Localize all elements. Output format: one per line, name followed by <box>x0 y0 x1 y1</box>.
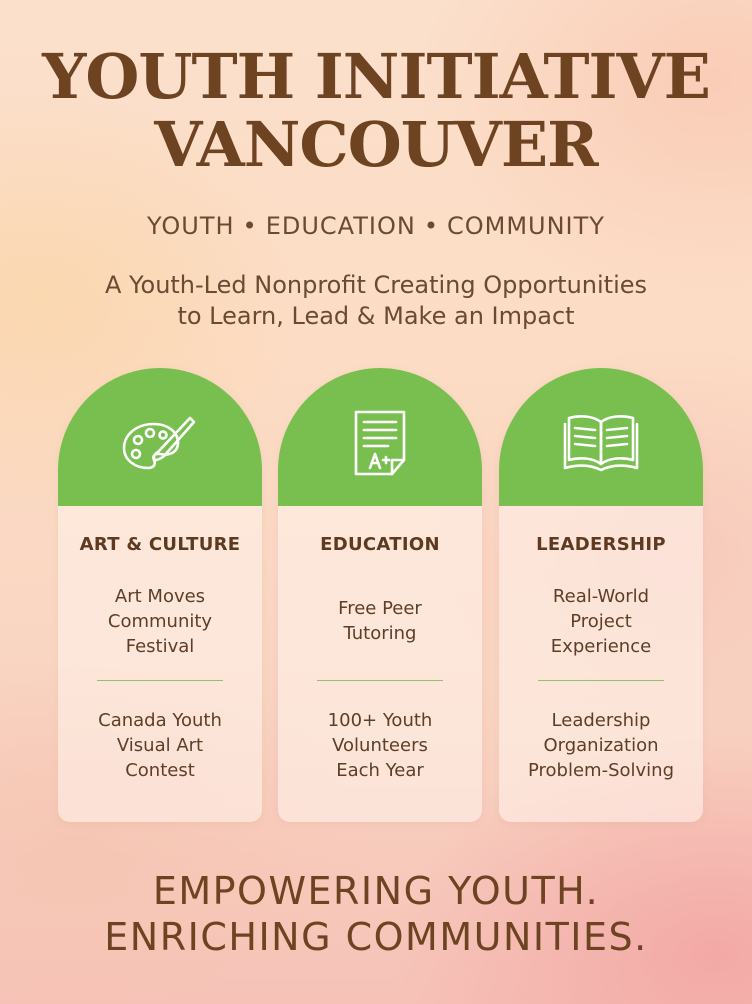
card-item-line: Leadership <box>551 710 651 731</box>
subtitle-line-1: A Youth-Led Nonprofit Creating Opportunities <box>104 271 647 299</box>
card-item-line: Problem-Solving <box>527 760 674 781</box>
card-item-line: Organization <box>543 735 659 756</box>
title-line-1: YOUTH INITIATIVE <box>42 40 710 113</box>
card-item-line: Free Peer <box>338 598 422 619</box>
footer-line-1: EMPOWERING YOUTH. <box>152 869 600 913</box>
title-line-2: VANCOUVER <box>154 108 598 181</box>
card-item-line: Each Year <box>336 760 424 781</box>
tagline-education: EDUCATION <box>265 212 416 240</box>
card-divider <box>97 680 223 681</box>
card-item-1 <box>288 596 472 646</box>
tagline-community: COMMUNITY <box>446 212 605 240</box>
card-item-line: Visual Art <box>116 735 204 756</box>
card-item-line: Real-World <box>552 586 650 607</box>
card-item-line: Canada Youth <box>98 710 222 731</box>
card-divider <box>538 680 664 681</box>
card-item-1 <box>509 584 693 659</box>
card-education <box>278 368 482 822</box>
card-header <box>58 368 262 506</box>
card-header <box>499 368 703 506</box>
card-item-line: Art Moves <box>114 586 206 607</box>
card-art-culture <box>58 368 262 822</box>
card-divider <box>317 680 443 681</box>
card-heading: LEADERSHIP <box>536 534 666 555</box>
card-item-2 <box>509 708 693 783</box>
card-item-2 <box>68 708 252 783</box>
card-item-2 <box>288 708 472 783</box>
tagline-youth: YOUTH <box>147 212 235 240</box>
subtitle <box>0 270 752 332</box>
card-item-line: Community <box>107 611 213 632</box>
card-header <box>278 368 482 506</box>
subtitle-line-2: to Learn, Lead & Make an Impact <box>177 302 575 330</box>
card-item-line: Festival <box>125 636 195 657</box>
card-leadership <box>499 368 703 822</box>
graded-paper-icon <box>340 408 420 478</box>
card-item-line: Experience <box>550 636 652 657</box>
card-item-line: Volunteers <box>332 735 428 756</box>
card-heading: ART & CULTURE <box>79 534 241 555</box>
tagline-separator: • <box>242 212 258 240</box>
footer-line-2: ENRICHING COMMUNITIES. <box>104 915 648 959</box>
tagline <box>0 212 752 240</box>
palette-icon <box>120 408 200 478</box>
card-item-line: 100+ Youth <box>327 710 433 731</box>
tagline-separator: • <box>423 212 439 240</box>
card-item-line: Contest <box>125 760 195 781</box>
card-heading: EDUCATION <box>320 534 440 555</box>
card-item-line: Project <box>570 611 632 632</box>
card-item-1 <box>68 584 252 659</box>
open-book-icon <box>561 408 641 478</box>
card-item-line: Tutoring <box>343 623 417 644</box>
